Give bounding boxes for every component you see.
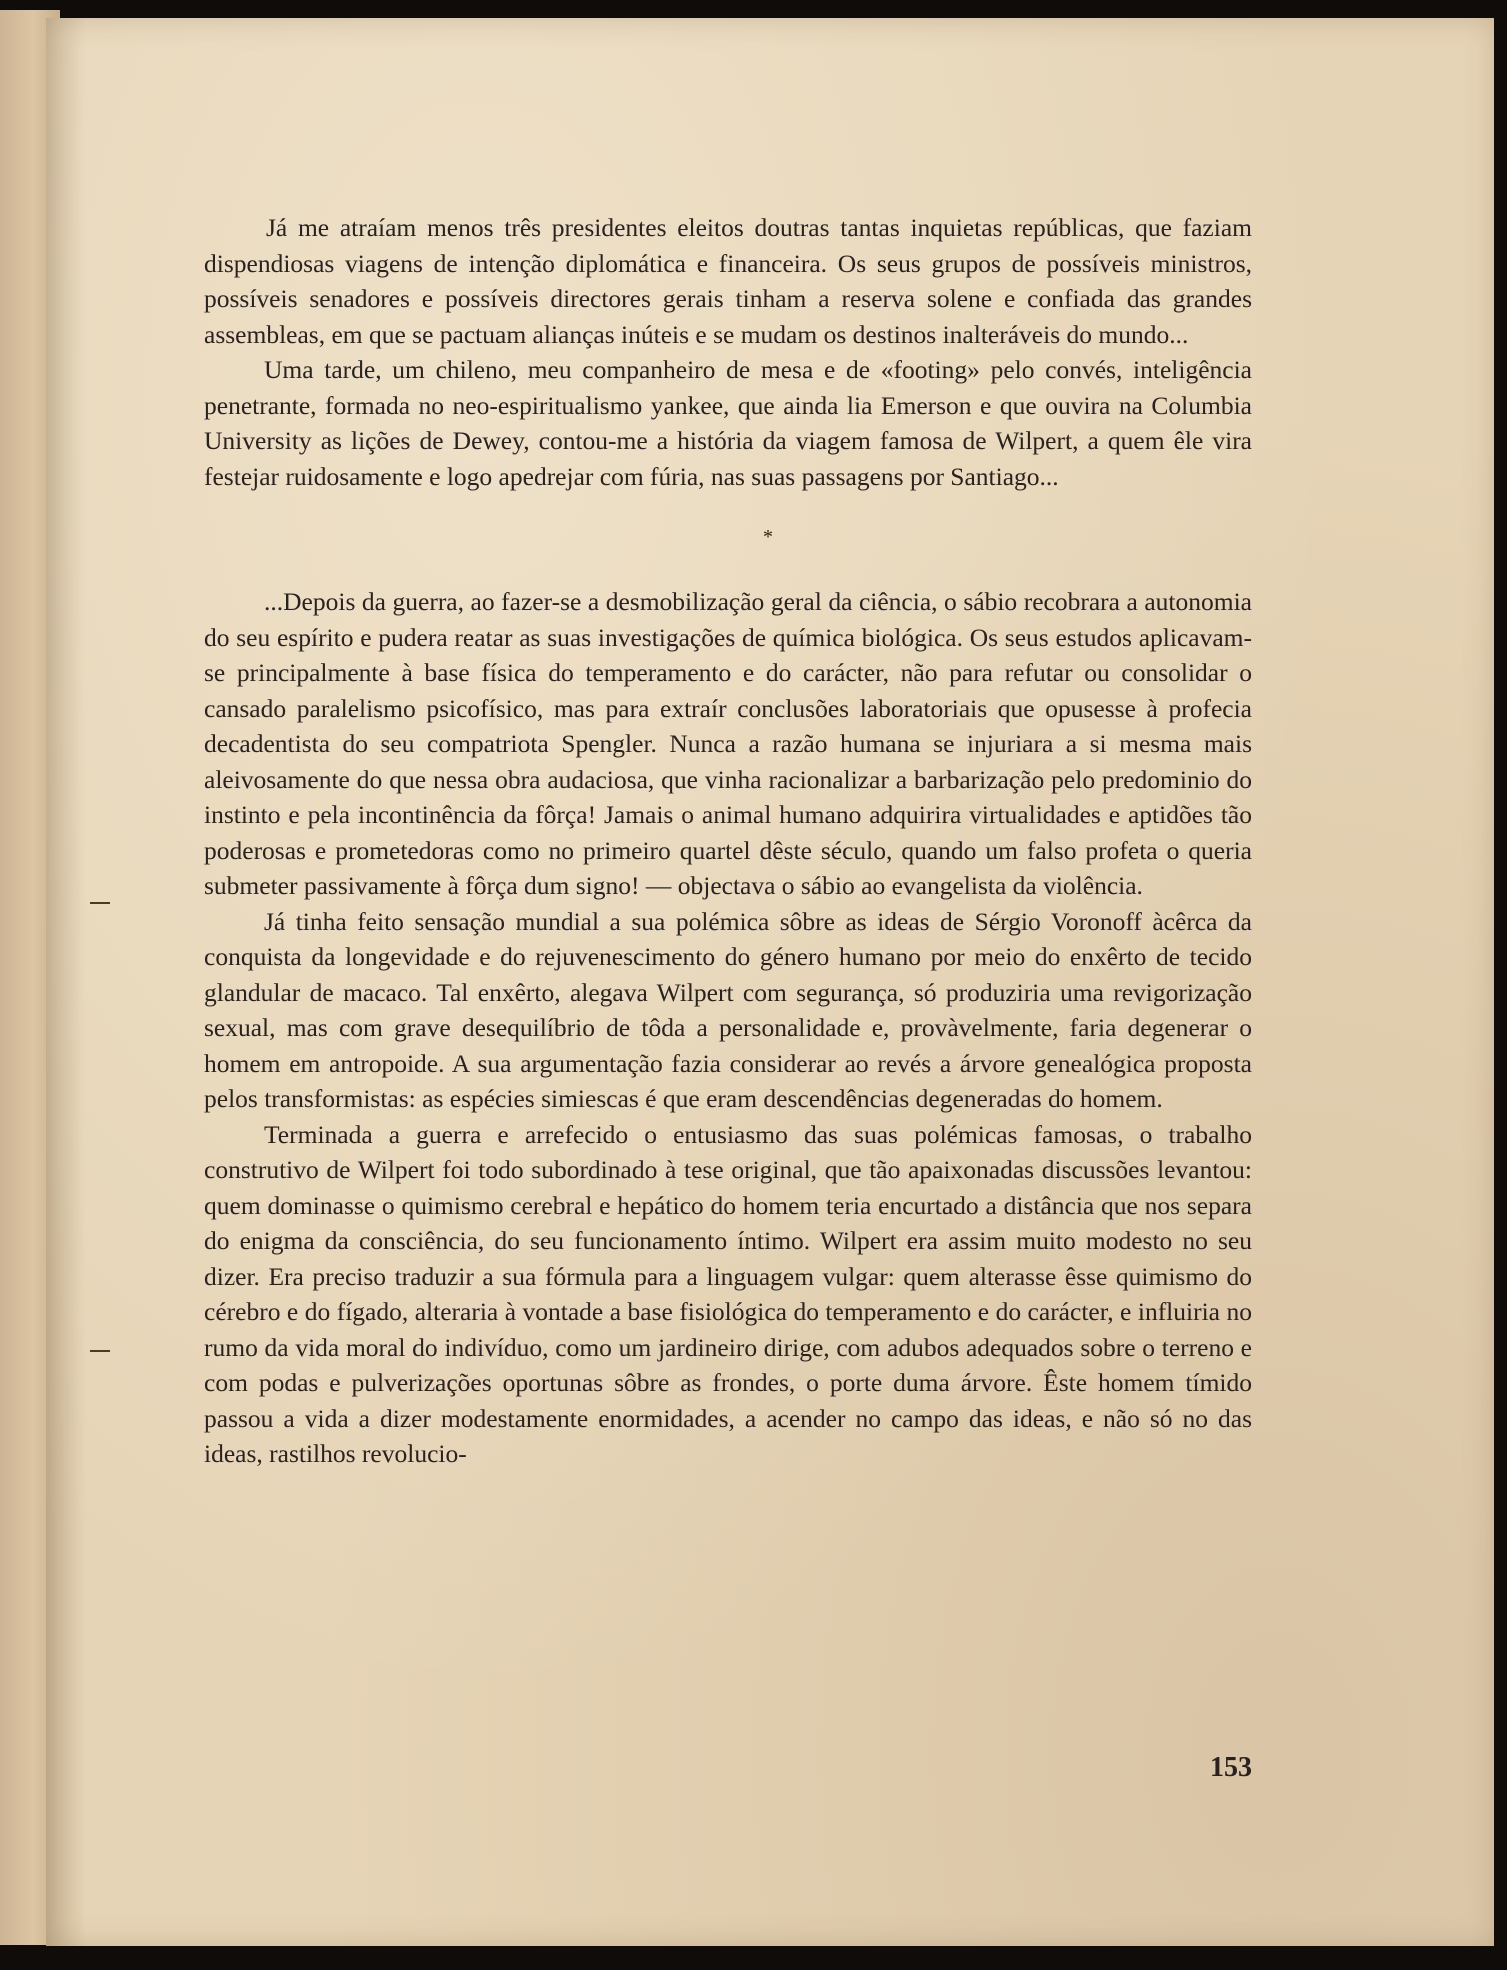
paragraph: ...Depois da guerra, ao fazer-se a desmobilização geral da ciência, o sábio recobrara a autonomia do seu espírito e pudera reatar as suas investigações de química biológica. Os seus estudos aplicavam-se principalmente à base física do temperamento e do carácter, não para refutar ou consolidar o cansado paralelismo psicofísico, mas para extraír conclusões laboratoriais que opusesse à profecia decadentista do seu compatriota Spengler. Nunca a razão humana se injuriara a si mesma mais aleivosamente do que nessa obra audaciosa, que vinha racionalizar a barbarização pelo predominio do instinto e pela incontinência da fôrça! Jamais o animal humano adquirira virtualidades e aptidões tão poderosas e prometedoras como no primeiro quartel dêste século, quando um falso profeta o queria submeter passivamente à fôrça dum signo! — objectava o sábio ao evangelista da violência.: [204, 587, 1252, 900]
paragraph: Uma tarde, um chileno, meu companheiro de mesa e de «footing» pelo convés, inteligência penetrante, formada no neo-espiritualismo yankee, que ainda lia Emerson e que ouvira na Columbia University as lições de Dewey, contou-me a história da viagem famosa de Wilpert, a quem êle vira festejar ruidosamente e logo apedrejar com fúria, nas suas passagens por Santiago...: [204, 355, 1252, 491]
margin-tick: [90, 902, 110, 904]
page-number: 153: [1210, 1752, 1252, 1783]
paragraph: Já tinha feito sensação mundial a sua polémica sôbre as ideas de Sérgio Voronoff àcêrca da conquista da longevidade e do rejuvenescimento do género humano por meio do enxêrto de tecido glandular de macaco. Tal enxêrto, alegava Wilpert com segurança, só produziria uma revigorização sexual, mas com grave desequilíbrio de tôda a personalidade e, provàvelmente, faria degenerar o homem em antropoide. A sua argumentação fazia considerar ao revés a árvore genealógica proposta pelos transformistas: as espécies simiescas é que eram descendências degeneradas do homem.: [204, 906, 1252, 1113]
paragraph: Já me atraíam menos três presidentes eleitos doutras tantas inquietas repúblicas, que faziam dispendiosas viagens de intenção diplomática e financeira. Os seus grupos de possíveis ministros, possíveis senadores e possíveis directores gerais tinham a reserva solene e confiada das grandes assembleas, em que se pactuam alianças inúteis e se mudam os destinos inalteráveis do mundo...: [204, 213, 1252, 349]
paragraph: Terminada a guerra e arrefecido o entusiasmo das suas polémicas famosas, o trabalho construtivo de Wilpert foi todo subordinado à tese original, que tão apaixonadas discussões levantou: quem dominasse o quimismo cerebral e hepático do homem teria encurtado a distância que nos separa do enigma da consciência, do seu funcionamento íntimo. Wilpert era assim muito modesto no seu dizer. Era preciso traduzir a sua fórmula para a linguagem vulgar: quem alterasse êsse quimismo do cérebro e do fígado, alteraria à vontade a base fisiológica do temperamento e do carácter, e influiria no rumo da vida moral do indivíduo, como um jardineiro dirige, com adubos adequados sobre o terreno e com podas e pulverizações oportunas sôbre as frondes, o porte duma árvore. Êste homem tímido passou a vida a dizer modestamente enormidades, a acender no campo das ideas, e não só no das ideas, rastilhos revolucio-: [204, 1119, 1252, 1468]
body-text: [204, 210, 1252, 1472]
section-separator: *: [763, 526, 773, 548]
margin-tick: [90, 1350, 110, 1352]
